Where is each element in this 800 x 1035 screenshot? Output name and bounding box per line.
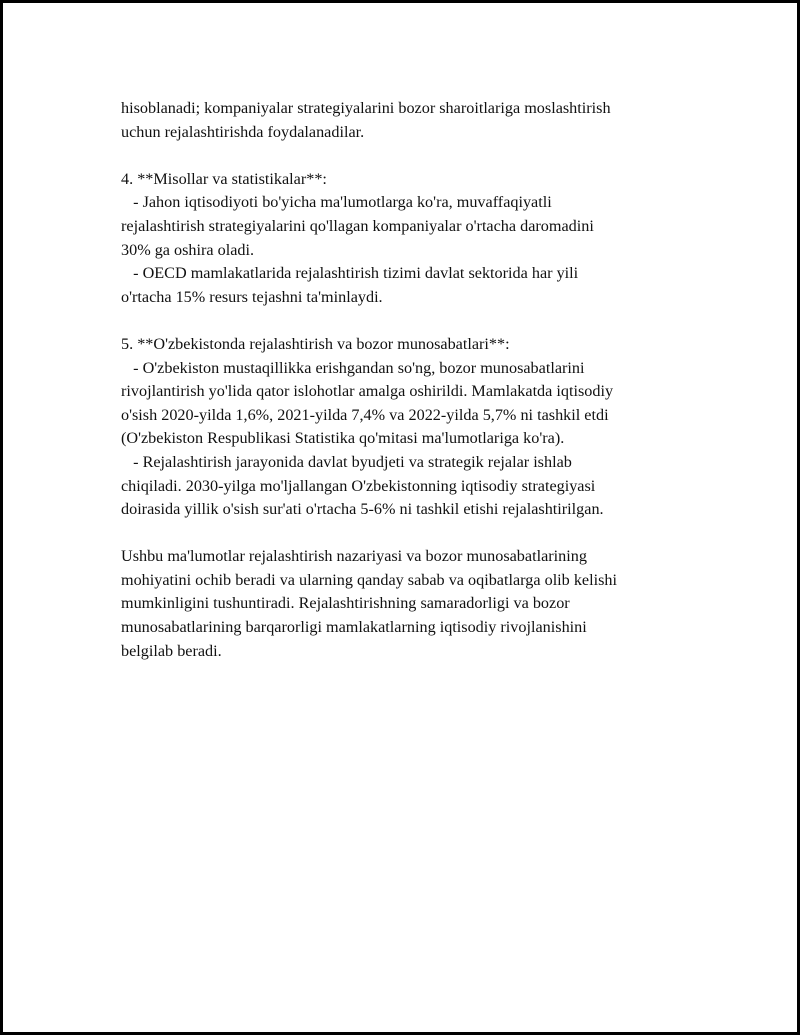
text-line: Ushbu ma'lumotlar rejalashtirish nazariyasi va bozor munosabatlarining: [121, 547, 587, 566]
paragraph-spacer: [121, 522, 721, 546]
text-line: uchun rejalashtirishda foydalanadilar.: [121, 122, 365, 141]
paragraph-spacer: [121, 144, 721, 168]
text-line: - O'zbekiston mustaqillikka erishgandan so'ng, bozor munosabatlarini: [121, 358, 585, 377]
text-line: mumkinligini tushuntiradi. Rejalashtirishning samaradorligi va bozor: [121, 594, 570, 613]
text-line: - Rejalashtirish jarayonida davlat byudjeti va strategik rejalar ishlab: [121, 452, 572, 471]
text-line: munosabatlarining barqarorligi mamlakatlarning iqtisodiy rivojlanishini: [121, 618, 587, 637]
text-line: rejalashtirish strategiyalarini qo'llagan kompaniyalar o'rtacha daromadini: [121, 216, 594, 235]
paragraph-spacer: [121, 309, 721, 333]
text-line: mohiyatini ochib beradi va ularning qanday sabab va oqibatlarga olib kelishi: [121, 570, 617, 589]
text-line: belgilab beradi.: [121, 641, 222, 660]
section-heading: 4. **Misollar va statistikalar**:: [121, 169, 327, 188]
text-line: doirasida yillik o'sish sur'ati o'rtacha 5-6% ni tashkil etishi rejalashtirilgan.: [121, 500, 604, 519]
text-line: (O'zbekiston Respublikasi Statistika qo'mitasi ma'lumotlariga ko'ra).: [121, 429, 565, 448]
paragraph-intro: [121, 97, 721, 144]
text-line: - Jahon iqtisodiyoti bo'yicha ma'lumotlarga ko'ra, muvaffaqiyatli: [121, 193, 552, 212]
document-body: [121, 97, 721, 663]
text-line: rivojlantirish yo'lida qator islohotlar amalga oshirildi. Mamlakatda iqtisodiy: [121, 382, 614, 401]
text-line: chiqiladi. 2030-yilga mo'ljallangan O'zbekistonning iqtisodiy strategiyasi: [121, 476, 596, 495]
text-line: - OECD mamlakatlarida rejalashtirish tizimi davlat sektorida har yili: [121, 264, 579, 283]
section-examples-statistics: [121, 168, 721, 310]
text-line: 30% ga oshira oladi.: [121, 240, 255, 259]
section-heading: 5. **O'zbekistonda rejalashtirish va bozor munosabatlari**:: [121, 334, 510, 353]
text-line: o'sish 2020-yilda 1,6%, 2021-yilda 7,4% va 2022-yilda 5,7% ni tashkil etdi: [121, 405, 609, 424]
text-line: hisoblanadi; kompaniyalar strategiyalarini bozor sharoitlariga moslashtirish: [121, 99, 611, 117]
paragraph-conclusion: [121, 545, 721, 663]
text-line: o'rtacha 15% resurs tejashni ta'minlaydi.: [121, 287, 383, 306]
section-uzbekistan-planning: [121, 333, 721, 522]
